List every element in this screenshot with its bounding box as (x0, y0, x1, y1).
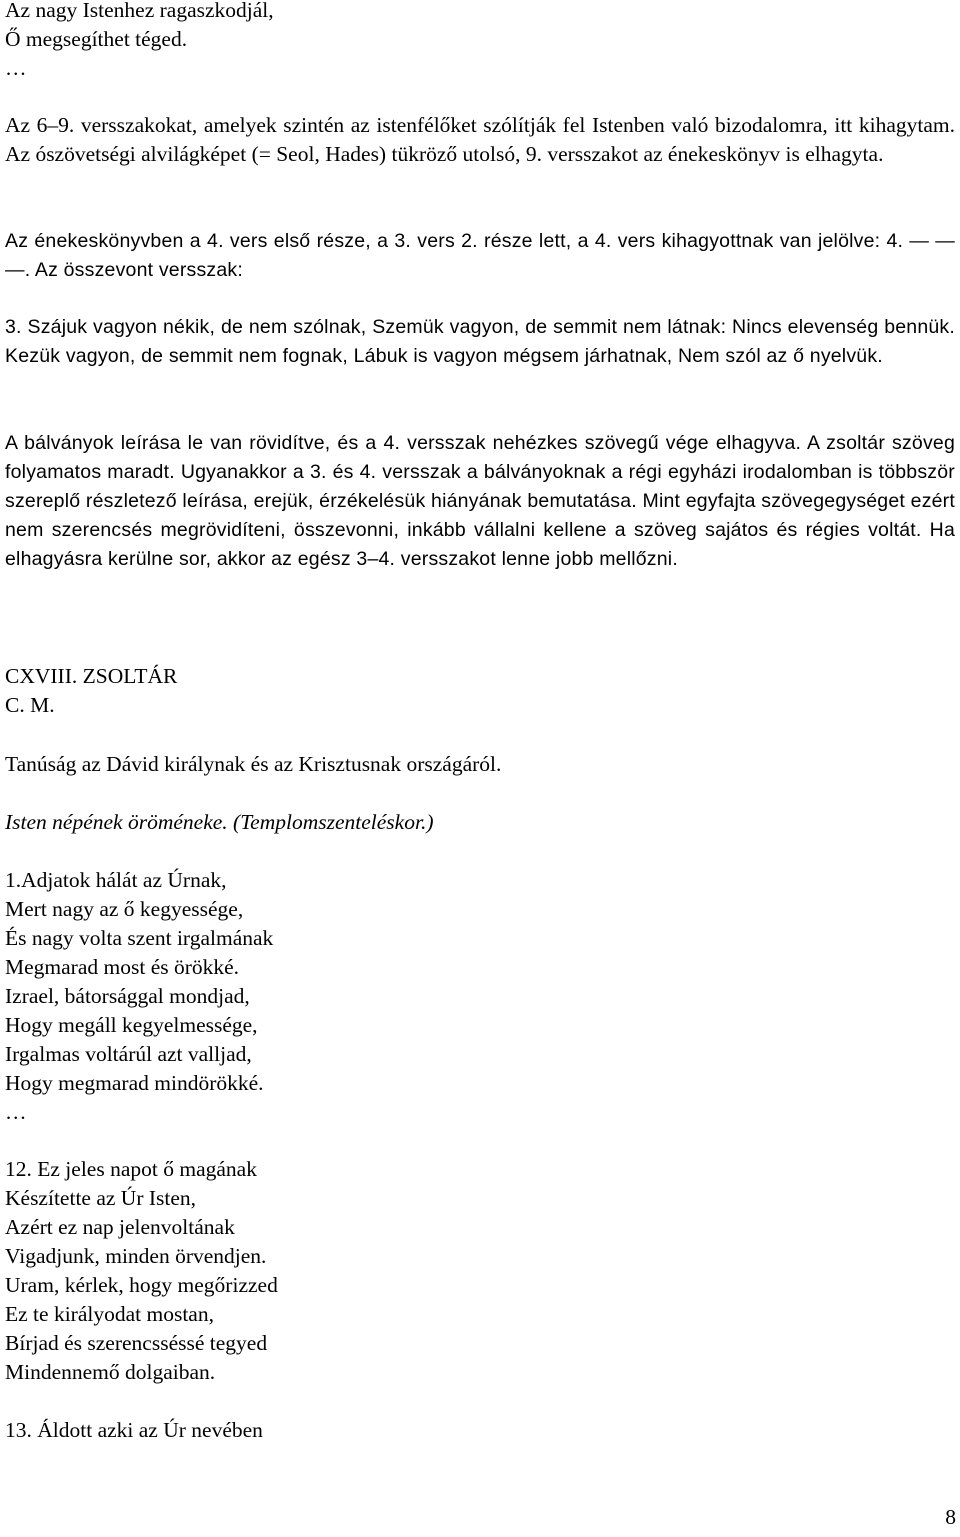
commentary-paragraph: Az énekeskönyvben a 4. vers első része, a 3. vers 2. része lett, a 4. vers kihagyottnak van jelölve: 4. — — —. Az összevont versszak: (5, 230, 955, 281)
commentary-paragraph: Az 6–9. versszakokat, amelyek szintén az istenfélőket szólítják fel Istenben való bizodalomra, itt kihagytam. Az ószövetségi alvilágképet (= Seol, Hades) tükröző utolsó, 9. versszakot az énekeskönyv is elhagyta. (5, 113, 955, 166)
verse-line: Ez te királyodat mostan, (5, 1302, 214, 1326)
psalm-title: CXVIII. ZSOLTÁR (5, 664, 178, 688)
verse-line: 12. Ez jeles napot ő magának (5, 1157, 257, 1181)
text-line: Ő megsegíthet téged. (5, 27, 188, 51)
psalm-subtitle: Tanúság az Dávid királynak és az Krisztusnak országáról. (5, 752, 502, 776)
merged-stanza-paragraph: 3. Szájuk vagyon nékik, de nem szólnak, Szemük vagyon, de semmit nem látnak: Nincs elevenség bennük. Kezük vagyon, de semmit nem fognak, Lábuk is vagyon mégsem járhatnak, Nem szól az ő nyelvük. (5, 316, 955, 367)
verse-line: Vigadjunk, minden örvendjen. (5, 1244, 267, 1268)
verse-line: Irgalmas voltárúl azt valljad, (5, 1042, 252, 1066)
commentary-paragraph: A bálványok leírása le van rövidítve, és a 4. versszak nehézkes szövegű vége elhagyva. A zsoltár szöveg folyamatos maradt. Ugyanakkor a 3. és 4. versszak a bálványoknak a régi egyházi irodalomban is többször szereplő részletező leírása, erejük, érzékelésük hiányának bemutatása. Mint egyfajta szövegegységet ezért nem szerencsés megrövidíteni, összevonni, inkább vállalni kellene a szöveg sajátos és régies voltát. Ha elhagyásra kerülne sor, akkor az egész 3–4. versszakot lenne jobb mellőzni. (5, 432, 955, 570)
intro-stanza (5, 0, 955, 83)
verse-12 (5, 1155, 955, 1387)
verse-line: Megmarad most és örökké. (5, 955, 240, 979)
verse-13-first-line: 13. Áldott azki az Úr nevében (5, 1418, 263, 1442)
verse-line: Uram, kérlek, hogy megőrizzed (5, 1273, 278, 1297)
verse-line: Készítette az Úr Isten, (5, 1186, 197, 1210)
verse-line: Hogy megmarad mindörökké. (5, 1071, 264, 1095)
ellipsis: … (5, 56, 27, 80)
psalm-header (5, 662, 955, 720)
verse-line: Azért ez nap jelenvoltának (5, 1215, 235, 1239)
text-line: Az nagy Istenhez ragaszkodjál, (5, 0, 274, 22)
page-number: 8 (945, 1505, 956, 1529)
psalm-caption: Isten népének öröméneke. (Templomszenteléskor.) (5, 810, 434, 834)
verse-1 (5, 866, 955, 1127)
verse-line: Bírjad és szerencsséssé tegyed (5, 1331, 268, 1355)
verse-line: 1.Adjatok hálát az Úrnak, (5, 868, 227, 892)
verse-line: Mindennemő dolgaiban. (5, 1360, 216, 1384)
verse-line: Hogy megáll kegyelmessége, (5, 1013, 258, 1037)
verse-line: Izrael, bátorsággal mondjad, (5, 984, 250, 1008)
verse-line: Mert nagy az ő kegyessége, (5, 897, 244, 921)
verse-line: És nagy volta szent irgalmának (5, 926, 274, 950)
psalm-meter: C. M. (5, 693, 55, 717)
ellipsis: … (5, 1100, 27, 1124)
